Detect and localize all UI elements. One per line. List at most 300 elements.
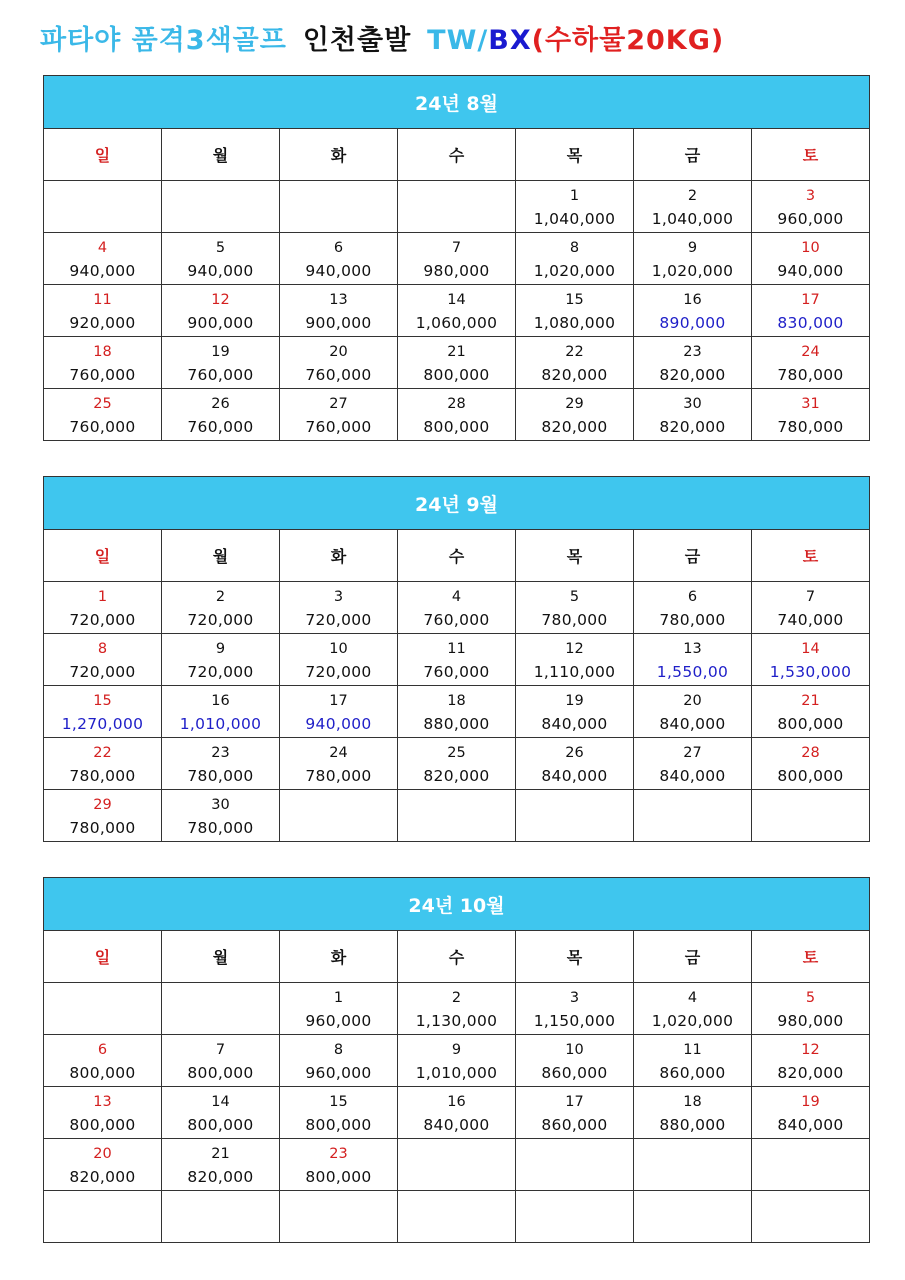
day-number: 14 [447,292,466,308]
day-cell [516,738,634,790]
weekday-label: 화 [280,931,398,983]
day-number: 18 [683,1094,702,1110]
day-number: 1 [569,188,580,204]
day-number: 19 [565,693,584,709]
day-number: 17 [329,693,348,709]
day-price: 980,000 [777,1012,844,1030]
day-number: 10 [329,641,348,657]
day-number: 4 [97,240,108,256]
week-row [44,1087,870,1139]
day-cell [280,337,398,389]
week-row [44,634,870,686]
day-number: 1 [97,589,108,605]
day-price: 840,000 [541,767,608,785]
day-number: 16 [683,292,702,308]
day-price: 860,000 [541,1064,608,1082]
day-price: 890,000 [659,314,726,332]
day-price: 840,000 [659,767,726,785]
empty-cell [398,1191,516,1243]
day-cell [634,1035,752,1087]
day-cell [752,1087,870,1139]
day-price: 800,000 [69,1064,136,1082]
day-number: 31 [801,396,820,412]
day-cell [516,285,634,337]
day-price: 840,000 [423,1116,490,1134]
empty-cell [398,181,516,233]
week-row [44,790,870,842]
day-number: 13 [93,1094,112,1110]
day-cell [752,389,870,441]
day-number: 26 [211,396,230,412]
week-row [44,389,870,441]
day-cell [516,389,634,441]
day-number: 2 [215,589,226,605]
day-cell [634,1087,752,1139]
day-number: 30 [211,797,230,813]
day-price: 1,150,000 [533,1012,616,1030]
day-number: 15 [93,693,112,709]
day-cell [398,389,516,441]
month-calendar [43,75,870,441]
day-number: 12 [211,292,230,308]
day-price: 720,000 [69,663,136,681]
weekday-label: 토 [752,530,870,582]
day-price: 760,000 [423,611,490,629]
day-price: 940,000 [777,262,844,280]
day-number: 11 [683,1042,702,1058]
empty-cell [634,790,752,842]
day-number: 23 [683,344,702,360]
day-cell [634,285,752,337]
day-cell [398,582,516,634]
day-number: 10 [565,1042,584,1058]
day-cell [398,285,516,337]
day-number: 13 [683,641,702,657]
day-number: 12 [801,1042,820,1058]
day-number: 16 [211,693,230,709]
week-row [44,337,870,389]
empty-cell [516,1139,634,1191]
day-cell [280,1035,398,1087]
day-cell [634,686,752,738]
day-price: 780,000 [777,418,844,436]
day-cell [44,582,162,634]
day-cell [280,389,398,441]
day-price: 820,000 [541,366,608,384]
day-price: 760,000 [187,418,254,436]
weekday-label: 수 [398,530,516,582]
day-number: 19 [801,1094,820,1110]
day-price: 1,130,000 [415,1012,498,1030]
day-cell [162,1035,280,1087]
day-price: 760,000 [423,663,490,681]
day-number: 2 [687,188,698,204]
week-row [44,181,870,233]
weekday-label: 금 [634,530,752,582]
day-cell [516,181,634,233]
day-price: 1,080,000 [533,314,616,332]
empty-cell [44,983,162,1035]
day-number: 3 [333,589,344,605]
day-price: 720,000 [305,611,372,629]
week-row [44,285,870,337]
day-cell [162,738,280,790]
day-number: 21 [801,693,820,709]
day-cell [752,983,870,1035]
day-cell [44,285,162,337]
weekday-label: 토 [752,129,870,181]
day-price: 1,270,000 [61,715,144,733]
day-number: 8 [569,240,580,256]
week-row [44,582,870,634]
empty-cell [44,181,162,233]
day-price: 1,060,000 [415,314,498,332]
day-number: 20 [329,344,348,360]
day-cell [398,738,516,790]
weekday-label: 화 [280,530,398,582]
day-price: 820,000 [659,418,726,436]
day-number: 14 [211,1094,230,1110]
day-cell [162,389,280,441]
day-price: 820,000 [541,418,608,436]
day-cell [634,337,752,389]
day-price: 800,000 [777,767,844,785]
title-part-product: 파타야 품격3색골프 [40,25,287,56]
day-price: 720,000 [305,663,372,681]
day-price: 780,000 [187,767,254,785]
day-cell [516,337,634,389]
day-number: 3 [805,188,816,204]
weekday-label: 일 [44,530,162,582]
day-price: 940,000 [187,262,254,280]
weekday-label: 월 [162,129,280,181]
day-price: 780,000 [69,767,136,785]
day-number: 6 [687,589,698,605]
week-row [44,686,870,738]
empty-cell [634,1139,752,1191]
title-part-baggage: (수하물20KG) [531,25,725,56]
day-number: 4 [451,589,462,605]
empty-cell [634,1191,752,1243]
day-number: 18 [447,693,466,709]
day-price: 960,000 [305,1012,372,1030]
day-number: 9 [451,1042,462,1058]
day-price: 840,000 [777,1116,844,1134]
weekday-label: 월 [162,530,280,582]
day-price: 900,000 [305,314,372,332]
day-number: 29 [93,797,112,813]
empty-cell [516,790,634,842]
day-number: 22 [565,344,584,360]
weekday-label: 일 [44,129,162,181]
day-price: 840,000 [541,715,608,733]
day-price: 800,000 [187,1116,254,1134]
day-price: 900,000 [187,314,254,332]
day-price: 820,000 [423,767,490,785]
month-calendar [43,476,870,842]
day-price: 720,000 [187,663,254,681]
day-price: 960,000 [305,1064,372,1082]
day-cell [280,686,398,738]
day-price: 830,000 [777,314,844,332]
day-cell [162,337,280,389]
empty-cell [162,1191,280,1243]
day-number: 20 [93,1146,112,1162]
day-cell [162,1087,280,1139]
weekday-label: 월 [162,931,280,983]
day-price: 880,000 [659,1116,726,1134]
day-cell [44,738,162,790]
day-price: 860,000 [541,1116,608,1134]
day-price: 1,530,000 [769,663,852,681]
day-number: 21 [211,1146,230,1162]
day-price: 800,000 [423,418,490,436]
day-number: 14 [801,641,820,657]
day-cell [44,790,162,842]
day-price: 1,040,000 [533,210,616,228]
day-cell [398,1035,516,1087]
day-price: 880,000 [423,715,490,733]
day-number: 7 [451,240,462,256]
day-number: 6 [333,240,344,256]
day-cell [752,634,870,686]
day-number: 30 [683,396,702,412]
empty-cell [280,1191,398,1243]
day-price: 1,110,000 [533,663,616,681]
day-price: 960,000 [777,210,844,228]
day-price: 1,010,000 [179,715,262,733]
day-cell [398,983,516,1035]
day-price: 1,040,000 [651,210,734,228]
day-price: 780,000 [69,819,136,837]
day-cell [44,1139,162,1191]
weekday-label: 수 [398,931,516,983]
day-number: 11 [93,292,112,308]
weekday-label: 목 [516,530,634,582]
day-price: 780,000 [777,366,844,384]
day-cell [634,233,752,285]
day-cell [752,233,870,285]
day-cell [44,233,162,285]
day-cell [752,285,870,337]
day-number: 22 [93,745,112,761]
day-price: 800,000 [187,1064,254,1082]
day-price: 800,000 [305,1116,372,1134]
day-number: 17 [801,292,820,308]
empty-cell [280,181,398,233]
day-number: 8 [97,641,108,657]
month-header: 24년 10월 [44,878,870,931]
day-cell [280,1087,398,1139]
day-price: 760,000 [305,418,372,436]
day-price: 1,550,00 [656,663,729,681]
week-row [44,738,870,790]
empty-cell [398,790,516,842]
day-number: 21 [447,344,466,360]
day-cell [752,337,870,389]
day-cell [752,738,870,790]
day-price: 720,000 [69,611,136,629]
day-number: 28 [801,745,820,761]
weekday-label: 토 [752,931,870,983]
empty-cell [752,790,870,842]
weekday-label: 화 [280,129,398,181]
week-row [44,1139,870,1191]
empty-cell [162,181,280,233]
day-number: 13 [329,292,348,308]
day-number: 15 [565,292,584,308]
day-number: 25 [93,396,112,412]
day-cell [634,389,752,441]
day-cell [162,233,280,285]
day-number: 9 [215,641,226,657]
day-price: 820,000 [777,1064,844,1082]
day-number: 15 [329,1094,348,1110]
title-part-airline-bx: BX [488,25,532,56]
day-price: 800,000 [423,366,490,384]
day-cell [44,634,162,686]
day-price: 760,000 [305,366,372,384]
empty-cell [752,1139,870,1191]
day-number: 19 [211,344,230,360]
day-cell [516,686,634,738]
day-number: 7 [805,589,816,605]
day-number: 6 [97,1042,108,1058]
empty-cell [398,1139,516,1191]
day-cell [280,285,398,337]
day-cell [280,634,398,686]
day-price: 1,020,000 [651,1012,734,1030]
day-number: 28 [447,396,466,412]
day-price: 760,000 [69,366,136,384]
day-cell [634,582,752,634]
empty-cell [752,1191,870,1243]
week-row [44,233,870,285]
day-number: 7 [215,1042,226,1058]
day-number: 26 [565,745,584,761]
day-number: 20 [683,693,702,709]
day-price: 760,000 [187,366,254,384]
day-price: 780,000 [305,767,372,785]
day-cell [162,790,280,842]
day-number: 11 [447,641,466,657]
day-cell [280,582,398,634]
month-calendar [43,877,870,1243]
weekday-label: 수 [398,129,516,181]
day-cell [162,634,280,686]
day-price: 800,000 [305,1168,372,1186]
empty-cell [44,1191,162,1243]
day-price: 780,000 [541,611,608,629]
day-cell [280,983,398,1035]
day-cell [752,1035,870,1087]
day-number: 12 [565,641,584,657]
weekday-label: 금 [634,931,752,983]
empty-cell [516,1191,634,1243]
day-cell [44,1035,162,1087]
day-number: 3 [569,990,580,1006]
day-number: 25 [447,745,466,761]
day-cell [162,285,280,337]
day-cell [516,233,634,285]
day-cell [44,337,162,389]
day-number: 23 [329,1146,348,1162]
day-price: 940,000 [305,262,372,280]
day-cell [280,1139,398,1191]
day-price: 860,000 [659,1064,726,1082]
day-cell [634,983,752,1035]
day-price: 800,000 [69,1116,136,1134]
day-cell [44,1087,162,1139]
week-row [44,1035,870,1087]
day-cell [280,233,398,285]
day-price: 820,000 [187,1168,254,1186]
day-cell [44,389,162,441]
day-cell [398,233,516,285]
page-title [40,18,724,58]
day-price: 940,000 [305,715,372,733]
weekday-label: 목 [516,129,634,181]
day-price: 980,000 [423,262,490,280]
day-price: 1,020,000 [651,262,734,280]
day-number: 16 [447,1094,466,1110]
day-cell [398,634,516,686]
day-cell [634,634,752,686]
day-cell [752,181,870,233]
day-cell [752,582,870,634]
day-number: 5 [215,240,226,256]
day-cell [398,686,516,738]
day-cell [162,1139,280,1191]
day-cell [516,1087,634,1139]
week-row [44,983,870,1035]
day-cell [634,181,752,233]
day-number: 1 [333,990,344,1006]
day-price: 720,000 [187,611,254,629]
day-number: 29 [565,396,584,412]
day-price: 1,010,000 [415,1064,498,1082]
empty-cell [162,983,280,1035]
weekday-label: 금 [634,129,752,181]
month-header: 24년 8월 [44,76,870,129]
day-cell [516,1035,634,1087]
day-number: 10 [801,240,820,256]
day-number: 2 [451,990,462,1006]
day-number: 4 [687,990,698,1006]
month-header: 24년 9월 [44,477,870,530]
weekday-label: 일 [44,931,162,983]
day-number: 27 [329,396,348,412]
day-cell [162,582,280,634]
day-price: 1,020,000 [533,262,616,280]
day-price: 760,000 [69,418,136,436]
day-price: 840,000 [659,715,726,733]
day-price: 780,000 [187,819,254,837]
day-cell [398,337,516,389]
day-cell [162,686,280,738]
week-row [44,1191,870,1243]
weekday-label: 목 [516,931,634,983]
day-number: 24 [801,344,820,360]
day-price: 920,000 [69,314,136,332]
day-number: 24 [329,745,348,761]
day-number: 17 [565,1094,584,1110]
title-part-departure: 인천출발 [302,25,412,56]
day-cell [398,1087,516,1139]
day-cell [516,983,634,1035]
day-cell [44,686,162,738]
day-price: 740,000 [777,611,844,629]
